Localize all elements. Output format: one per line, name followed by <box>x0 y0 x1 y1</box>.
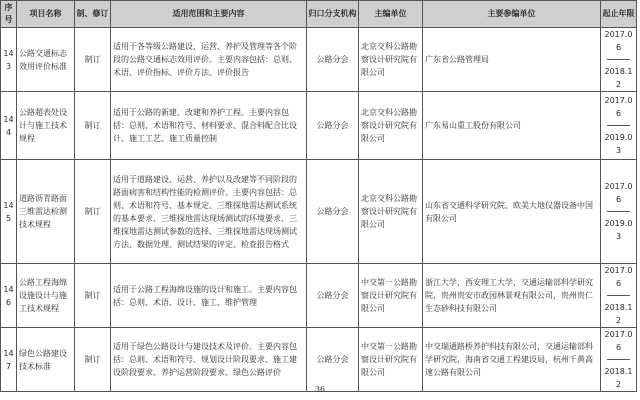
cell-period <box>601 160 637 264</box>
table-row <box>1 92 637 160</box>
cell-chief: 北京交科公路勘察设计研究院有限公司 <box>359 28 423 92</box>
period-start: 2017.06 <box>604 266 633 288</box>
cell-type: 制订 <box>75 264 111 328</box>
cell-branch: 公路分会 <box>307 328 359 392</box>
period-end: 2018.12 <box>604 303 633 325</box>
cell-period <box>601 28 637 92</box>
cell-branch: 公路分会 <box>307 28 359 92</box>
table-row <box>1 28 637 92</box>
cell-units: 浙江大学，西安理工大学，交通运输部科学研究院，贵州贵安市政园林景观有限公司，贵州贵仁生态砂科技有限公司 <box>423 264 601 328</box>
cell-name: 绿色公路建设技术标准 <box>17 328 75 392</box>
period-start: 2017.06 <box>604 96 633 118</box>
cell-units: 山东省交通科学研究院、欧美大地仪器设备中国有限公司 <box>423 160 601 264</box>
period-start: 2017.06 <box>604 182 633 204</box>
header-type: 制、修订 <box>75 1 111 28</box>
cell-scope: 适用于各等级公路建设、运营、养护及管理等各个阶段的公路交通标志效用评价。主要内容包括：总则、术语、评价指标、评价方法、评价报告 <box>111 28 307 92</box>
cell-chief: 中交第一公路勘察设计研究院有限公司 <box>359 264 423 328</box>
cell-name: 公路超表处设计与施工技术规程 <box>17 92 75 160</box>
header-period: 起止年限 <box>601 1 637 28</box>
cell-seq: 143 <box>1 28 17 92</box>
header-units: 主要参编单位 <box>423 1 601 28</box>
cell-name: 道路沥青路面三维雷达检测技术规程 <box>17 160 75 264</box>
cell-branch: 公路分会 <box>307 264 359 328</box>
cell-chief: 北京交科公路勘察设计研究院有限公司 <box>359 92 423 160</box>
cell-seq: 144 <box>1 92 17 160</box>
cell-chief: 北京交科公路勘察设计研究院有限公司 <box>359 160 423 264</box>
page-number: 36 <box>314 385 326 394</box>
cell-units: 广东省公路管理局 <box>423 28 601 92</box>
cell-name: 公路交通标志效用评价标准 <box>17 28 75 92</box>
cell-name: 公路工程海绵设施设计与施工技术规程 <box>17 264 75 328</box>
table-row <box>1 160 637 264</box>
cell-period <box>601 92 637 160</box>
cell-branch: 公路分会 <box>307 92 359 160</box>
header-scope: 适用范围和主要内容 <box>111 1 307 28</box>
cell-type: 制订 <box>75 328 111 392</box>
period-start: 2017.06 <box>604 330 633 352</box>
cell-type: 制订 <box>75 92 111 160</box>
cell-scope: 适用于道路建设、运营、养护以及改建等不同阶段的路面病害和结构性能的检测评价。主要内容包括：总则、术语和符号、基本规定、三维探地雷达测试系统的基本要求、三维探地雷达现场测试的环境要求、三维探地雷达测试参数的选择、三维探地雷达现场测试方法、数据处理、测试结果的评定、检查报告格式 <box>111 160 307 264</box>
cell-seq: 147 <box>1 328 17 392</box>
cell-seq: 146 <box>1 264 17 328</box>
cell-type: 制订 <box>75 28 111 92</box>
period-end: 2018.12 <box>604 67 633 89</box>
period-start: 2017.06 <box>604 30 633 52</box>
header-chief: 主编单位 <box>359 1 423 28</box>
period-end: 2018.12 <box>604 367 633 389</box>
header-seq: 序号 <box>1 1 17 28</box>
cell-chief: 中交第一公路勘察设计研究院有限公司 <box>359 328 423 392</box>
cell-type: 制订 <box>75 160 111 264</box>
cell-seq: 145 <box>1 160 17 264</box>
table-row <box>1 264 637 328</box>
period-end: 2019.03 <box>604 219 633 241</box>
cell-scope: 适用于绿色公路设计与建设技术及评价。主要内容包括：总则、术语和符号、规划设计阶段要求、施工建设阶段要求、养护运营阶段要求、绿色公路评价 <box>111 328 307 392</box>
table-row <box>1 328 637 392</box>
table-header-row <box>1 1 637 28</box>
cell-units: 中交瑞通路桥养护科技有限公司，交通运输部科学研究院，海南省交通工程建设局，杭州千黄高速公路有限公司 <box>423 328 601 392</box>
cell-units: 广东易山重工股份有限公司 <box>423 92 601 160</box>
header-name: 项目名称 <box>17 1 75 28</box>
cell-scope: 适用于公路工程海绵设施的设计和施工。主要内容包括：总则、术语、设计、施工、维护管理 <box>111 264 307 328</box>
header-branch: 归口分支机构 <box>307 1 359 28</box>
cell-branch: 公路分会 <box>307 160 359 264</box>
cell-scope: 适用于公路的新建、改建和养护工程。主要内容包括：总则，术语和符号、材料要求、混合料配合比设计、施工工艺、施工质量控制 <box>111 92 307 160</box>
cell-period <box>601 328 637 392</box>
cell-period <box>601 264 637 328</box>
period-end: 2019.03 <box>604 133 633 155</box>
